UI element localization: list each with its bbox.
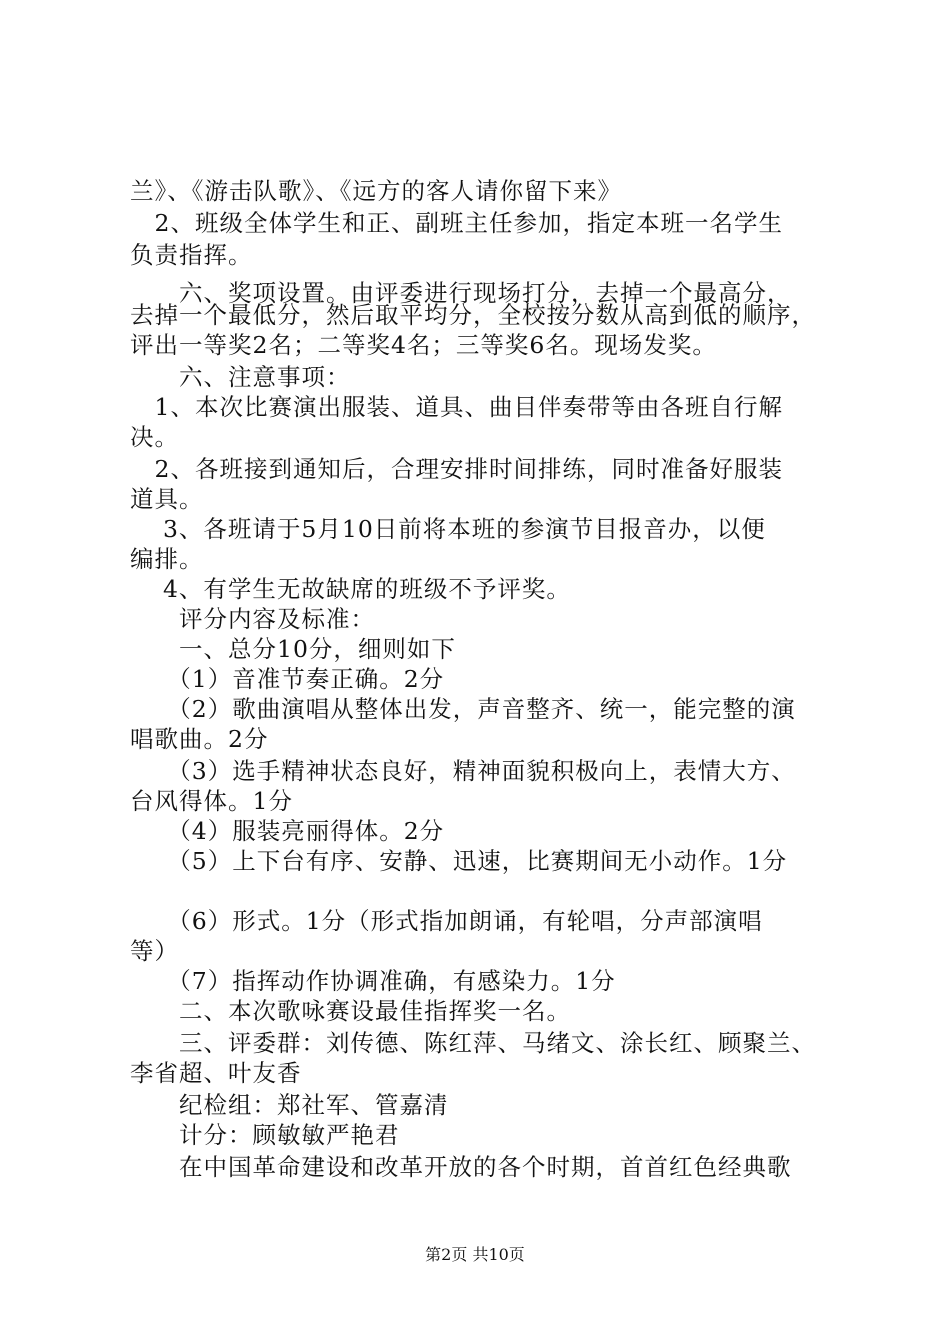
text-line: （3）选手精神状态良好，精神面貌积极向上，表情大方、 <box>130 757 796 785</box>
text-line: 4、有学生无故缺席的班级不予评奖。 <box>130 575 571 603</box>
text-line: （7）指挥动作协调准确，有感染力。1分 <box>130 967 616 995</box>
text-line: 李省超、叶友香 <box>130 1059 302 1087</box>
text-line: 一、总分10分，细则如下 <box>130 635 456 663</box>
text-line: （1）音准节奏正确。2分 <box>130 665 445 693</box>
text-line: 决。 <box>130 423 179 451</box>
text-line: 纪检组：郑社军、管嘉清 <box>130 1091 449 1119</box>
text-line: 负责指挥。 <box>130 241 253 269</box>
text-line: （4）服装亮丽得体。2分 <box>130 817 445 845</box>
text-line: 唱歌曲。2分 <box>130 725 269 753</box>
text-line: （2）歌曲演唱从整体出发，声音整齐、统一，能完整的演 <box>130 695 796 723</box>
text-line: 六、奖项设置。由评委进行现场打分，去掉一个最高分， <box>130 279 792 307</box>
text-line: 在中国革命建设和改革开放的各个时期，首首红色经典歌 <box>130 1153 792 1181</box>
text-line: （6）形式。1分（形式指加朗诵，有轮唱，分声部演唱 <box>130 907 763 935</box>
text-line: 六、注意事项： <box>130 363 351 391</box>
text-line: 2、各班接到通知后，合理安排时间排练，同时准备好服装 <box>130 455 783 483</box>
text-line: 道具。 <box>130 485 204 513</box>
text-line: （5）上下台有序、安静、迅速，比赛期间无小动作。1分 <box>130 847 788 875</box>
text-line: 等） <box>130 937 179 965</box>
text-line: 二、本次歌咏赛设最佳指挥奖一名。 <box>130 997 571 1025</box>
text-line: 评出一等奖2名；二等奖4名；三等奖6名。现场发奖。 <box>130 331 717 359</box>
page-footer: 第2页 共10页 <box>425 1245 525 1264</box>
text-line: 3、各班请于5月10日前将本班的参演节目报音办，以便 <box>130 515 766 543</box>
text-line: 去掉一个最低分，然后取平均分，全校按分数从高到低的顺序， <box>130 301 816 329</box>
text-line: 三、评委群：刘传德、陈红萍、马绪文、涂长红、顾聚兰、 <box>130 1029 816 1057</box>
text-line: 1、本次比赛演出服装、道具、曲目伴奏带等由各班自行解 <box>130 393 783 421</box>
text-line: 计分：顾敏敏严艳君 <box>130 1121 400 1149</box>
text-line: 评分内容及标准： <box>130 605 375 633</box>
text-line: 2、班级全体学生和正、副班主任参加，指定本班一名学生 <box>130 209 783 237</box>
text-line: 兰》、《游击队歌》、《远方的客人请你留下来》 <box>130 177 622 205</box>
text-line: 台风得体。1分 <box>130 787 293 815</box>
text-line: 编排。 <box>130 545 204 573</box>
